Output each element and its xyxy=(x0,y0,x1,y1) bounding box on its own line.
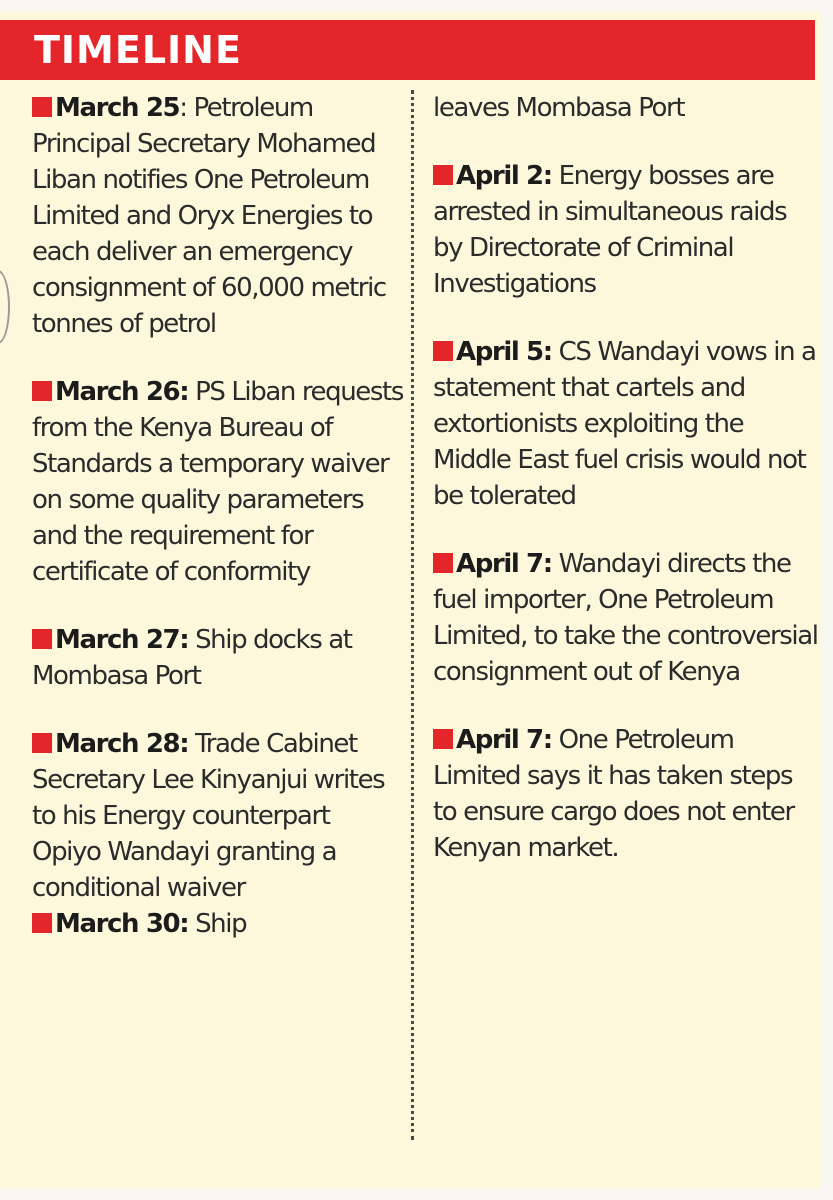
timeline-entry-april-7-directs xyxy=(433,546,818,690)
timeline-entry-april-7-response xyxy=(433,722,818,866)
bullet-square-icon xyxy=(32,629,52,649)
bullet-square-icon xyxy=(32,381,52,401)
entry-text: PS Liban requests from the Kenya Bureau of Standards a temporary waiver on some quality parameters and the requirement for certificate of conformity xyxy=(32,377,403,587)
bullet-square-icon xyxy=(32,97,52,117)
entry-date: April 7: xyxy=(456,549,552,579)
entry-text: Ship xyxy=(195,909,247,939)
entry-text: Petroleum Principal Secretary Mohamed Liban notifies One Petroleum Limited and Oryx Energies to each deliver an emergency consignment of 60,000 metric tonnes of petrol xyxy=(32,93,386,339)
entry-text: Trade Cabinet Secretary Lee Kinyanjui writes to his Energy counterpart Opiyo Wandayi granting a conditional waiver xyxy=(32,729,385,903)
bullet-square-icon xyxy=(433,341,453,361)
timeline-entry-continuation: leaves Mombasa Port xyxy=(433,93,685,123)
timeline-entry-march-30 xyxy=(32,906,404,942)
bullet-square-icon xyxy=(433,729,453,749)
entry-text: One Petroleum Limited says it has taken steps to ensure cargo does not enter Kenyan market. xyxy=(433,725,794,863)
entry-text: Ship docks at Mombasa Port xyxy=(32,625,352,691)
entry-date: April 5: xyxy=(456,337,552,367)
bullet-square-icon xyxy=(32,913,52,933)
entry-date: April 2: xyxy=(456,161,552,191)
bullet-square-icon xyxy=(433,553,453,573)
entry-text: Energy bosses are arrested in simultaneous raids by Directorate of Criminal Investigations xyxy=(433,161,787,299)
entry-text: CS Wandayi vows in a statement that cartels and extortionists exploiting the Middle East fuel crisis would not be tolerated xyxy=(433,337,816,511)
right-column xyxy=(433,90,818,866)
entry-date: March 30: xyxy=(55,909,189,939)
bullet-square-icon xyxy=(433,165,453,185)
entry-text: Wandayi directs the fuel importer, One Petroleum Limited, to take the controversial consignment out of Kenya xyxy=(433,549,818,687)
entry-date: March 26: xyxy=(55,377,189,407)
timeline-entry-april-5 xyxy=(433,334,818,514)
timeline-entry-march-26 xyxy=(32,374,404,590)
timeline-title: TIMELINE xyxy=(34,28,242,72)
entry-date: March 28: xyxy=(55,729,189,759)
column-divider xyxy=(411,90,414,1140)
timeline-entry-march-27 xyxy=(32,622,404,694)
entry-date: March 27: xyxy=(55,625,189,655)
timeline-entry-march-25: March 25: Petroleum Principal Secretary Mohamed Liban notifies One Petroleum Limited and Oryx Energies to each deliver an emergency consignment of 60,000 metric tonnes of petrol xyxy=(32,93,386,339)
left-column xyxy=(32,90,404,942)
entry-date: March 25 xyxy=(55,93,180,123)
bullet-square-icon xyxy=(32,733,52,753)
timeline-entry-april-2 xyxy=(433,158,818,302)
timeline-entry-march-28 xyxy=(32,726,404,906)
entry-date: April 7: xyxy=(456,725,552,755)
